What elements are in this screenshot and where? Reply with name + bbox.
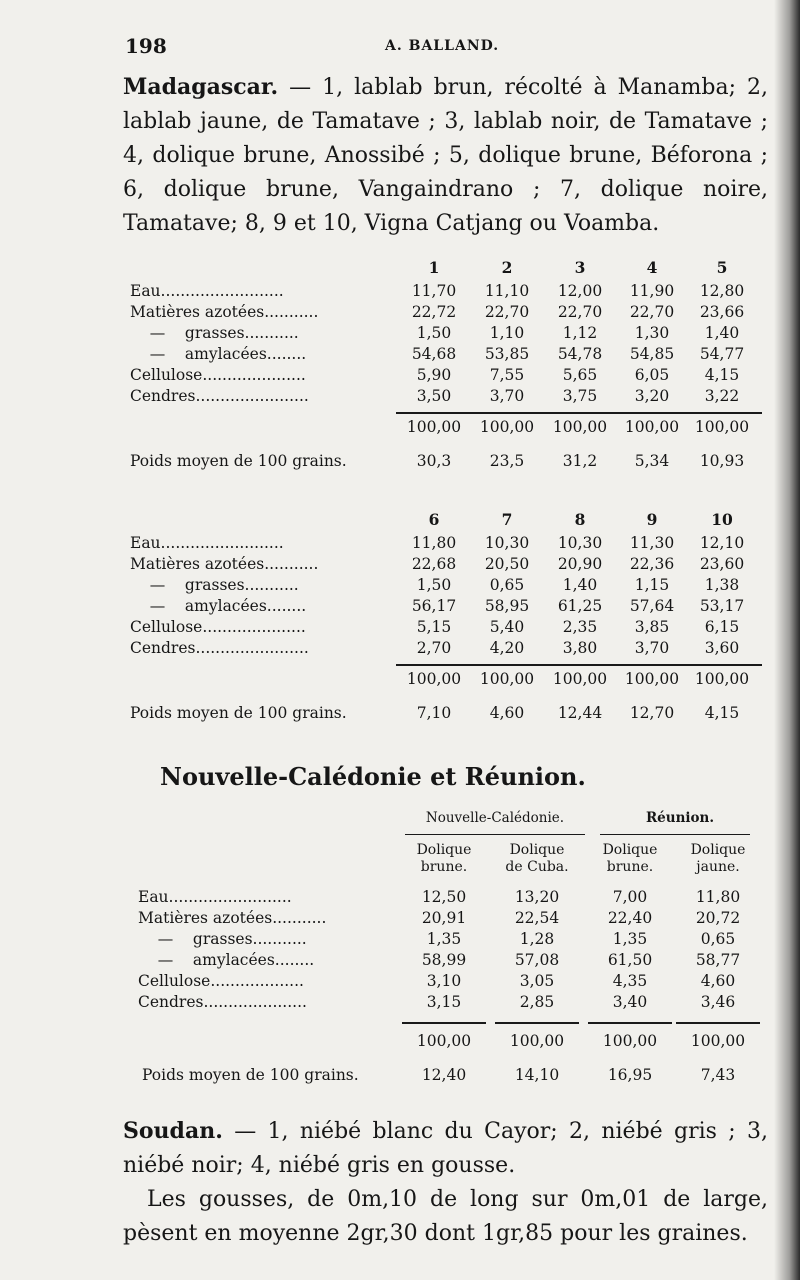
running-head: A. BALLAND. <box>385 38 500 54</box>
page-edge-shadow <box>774 0 800 1280</box>
table-cell: 20,50 <box>484 555 530 573</box>
table-cell: 1,12 <box>562 324 598 342</box>
column-header: 7 <box>501 510 513 529</box>
table-cell: 10,30 <box>484 534 530 552</box>
column-header-line: jaune. <box>696 859 740 875</box>
table-cell: 22,70 <box>484 303 530 321</box>
section-title-nouvelle-caledonie: Nouvelle-Calédonie et Réunion. <box>160 762 586 791</box>
soudan-text-2: Les gousses, de 0m,10 de long sur 0m,01 de large, pèsent en moyenne 2gr,30 dont 1gr,85 pour les graines. <box>123 1187 768 1246</box>
weight-cell: 4,60 <box>489 704 525 722</box>
madagascar-heading: Madagascar. <box>123 74 279 100</box>
table-cell: 58,77 <box>695 951 741 969</box>
table-cell: 7,55 <box>489 366 525 384</box>
table-cell: 1,10 <box>489 324 525 342</box>
column-rule <box>396 412 474 414</box>
column-header <box>492 842 582 876</box>
row-label: Eau......................... <box>130 534 284 552</box>
table-cell: 5,90 <box>416 366 452 384</box>
table-cell: 58,95 <box>484 597 530 615</box>
row-label: Matières azotées........... <box>130 555 319 573</box>
page-number: 198 <box>125 34 167 58</box>
table-cell: 53,85 <box>484 345 530 363</box>
table-cell: 5,65 <box>562 366 598 384</box>
column-header: 8 <box>574 510 586 529</box>
total-cell: 100,00 <box>624 670 680 688</box>
column-rule <box>614 412 692 414</box>
total-cell: 100,00 <box>509 1032 565 1050</box>
row-label: Eau......................... <box>138 888 292 906</box>
weight-cell: 14,10 <box>514 1066 560 1084</box>
row-label: Cellulose................... <box>138 972 304 990</box>
table-cell: 3,20 <box>634 387 670 405</box>
weight-cell: 10,93 <box>699 452 745 470</box>
table-cell: 7,00 <box>612 888 648 906</box>
table-cell: 54,68 <box>411 345 457 363</box>
column-header: 9 <box>646 510 658 529</box>
brace-nouvelle-caledonie <box>405 834 585 835</box>
column-header <box>673 842 763 876</box>
row-label: — grasses........... <box>130 576 299 594</box>
table-cell: 22,40 <box>607 909 653 927</box>
table-cell: 57,08 <box>514 951 560 969</box>
table-cell: 54,77 <box>699 345 745 363</box>
column-rule <box>469 412 547 414</box>
table-cell: 3,85 <box>634 618 670 636</box>
weight-label: Poids moyen de 100 grains. <box>130 452 347 470</box>
column-header-line: Dolique <box>690 842 746 858</box>
table-cell: 57,64 <box>629 597 675 615</box>
table-cell: 20,72 <box>695 909 741 927</box>
column-rule <box>684 664 762 666</box>
weight-cell: 30,3 <box>416 452 452 470</box>
soudan-text: — 1, niébé blanc du Cayor; 2, niébé gris ; 3, niébé noir; 4, niébé gris en gousse. <box>123 1119 768 1178</box>
weight-label: Poids moyen de 100 grains. <box>142 1066 359 1084</box>
table-cell: 23,60 <box>699 555 745 573</box>
table-cell: 5,40 <box>489 618 525 636</box>
table-cell: 3,10 <box>426 972 462 990</box>
row-label: Cellulose..................... <box>130 366 306 384</box>
column-rule <box>396 664 474 666</box>
table-cell: 13,20 <box>514 888 560 906</box>
column-header: 10 <box>711 510 733 529</box>
table-cell: 3,05 <box>519 972 555 990</box>
table-cell: 58,99 <box>421 951 467 969</box>
column-header-line: Dolique <box>602 842 658 858</box>
table-cell: 12,00 <box>557 282 603 300</box>
table-cell: 22,36 <box>629 555 675 573</box>
total-cell: 100,00 <box>406 418 462 436</box>
table-cell: 23,66 <box>699 303 745 321</box>
table-cell: 6,05 <box>634 366 670 384</box>
table-cell: 22,68 <box>411 555 457 573</box>
table-cell: 11,80 <box>411 534 457 552</box>
weight-cell: 12,44 <box>557 704 603 722</box>
weight-label: Poids moyen de 100 grains. <box>130 704 347 722</box>
table-cell: 54,85 <box>629 345 675 363</box>
total-cell: 100,00 <box>552 418 608 436</box>
table-cell: 5,15 <box>416 618 452 636</box>
table-cell: 4,15 <box>704 366 740 384</box>
row-label: — amylacées........ <box>138 951 315 969</box>
table-cell: 3,60 <box>704 639 740 657</box>
row-label: — amylacées........ <box>130 345 307 363</box>
column-rule <box>469 664 547 666</box>
total-cell: 100,00 <box>690 1032 746 1050</box>
column-rule <box>614 664 692 666</box>
table-cell: 61,25 <box>557 597 603 615</box>
soudan-paragraph <box>123 1114 768 1251</box>
table-cell: 2,35 <box>562 618 598 636</box>
table-cell: 20,90 <box>557 555 603 573</box>
brace-reunion <box>600 834 750 835</box>
table-cell: 22,54 <box>514 909 560 927</box>
table-cell: 10,30 <box>557 534 603 552</box>
column-header: 1 <box>428 258 440 277</box>
weight-cell: 7,10 <box>416 704 452 722</box>
column-header-line: Dolique <box>416 842 472 858</box>
table-cell: 0,65 <box>489 576 525 594</box>
column-rule <box>402 1022 486 1024</box>
total-cell: 100,00 <box>406 670 462 688</box>
weight-cell: 12,70 <box>629 704 675 722</box>
total-cell: 100,00 <box>694 670 750 688</box>
total-cell: 100,00 <box>694 418 750 436</box>
column-header: 4 <box>646 258 658 277</box>
column-header-line: Dolique <box>509 842 565 858</box>
table-cell: 2,85 <box>519 993 555 1011</box>
weight-cell: 7,43 <box>700 1066 736 1084</box>
table-cell: 3,70 <box>489 387 525 405</box>
table-cell: 1,15 <box>634 576 670 594</box>
table-cell: 4,35 <box>612 972 648 990</box>
column-header: 2 <box>501 258 513 277</box>
page-header <box>125 34 765 62</box>
table-cell: 54,78 <box>557 345 603 363</box>
row-label: — grasses........... <box>138 930 307 948</box>
table-cell: 1,40 <box>562 576 598 594</box>
column-rule <box>495 1022 579 1024</box>
row-label: Cendres..................... <box>138 993 307 1011</box>
column-rule <box>588 1022 672 1024</box>
column-header-line: brune. <box>606 859 654 875</box>
table-cell: 11,90 <box>629 282 675 300</box>
table-cell: 20,91 <box>421 909 467 927</box>
column-rule <box>542 412 620 414</box>
table-cell: 1,50 <box>416 324 452 342</box>
table-cell: 3,22 <box>704 387 740 405</box>
total-cell: 100,00 <box>624 418 680 436</box>
table-cell: 1,28 <box>519 930 555 948</box>
table-cell: 11,80 <box>695 888 741 906</box>
madagascar-paragraph <box>123 70 768 241</box>
row-label: Matières azotées........... <box>130 303 319 321</box>
table-cell: 0,65 <box>700 930 736 948</box>
total-cell: 100,00 <box>416 1032 472 1050</box>
table-cell: 3,40 <box>612 993 648 1011</box>
column-header: 5 <box>716 258 728 277</box>
table-cell: 11,30 <box>629 534 675 552</box>
table-cell: 12,10 <box>699 534 745 552</box>
table-cell: 3,75 <box>562 387 598 405</box>
table-cell: 6,15 <box>704 618 740 636</box>
column-header-line: de Cuba. <box>505 859 569 875</box>
table-cell: 1,30 <box>634 324 670 342</box>
group-head-reunion: Réunion. <box>645 810 715 826</box>
table-cell: 1,38 <box>704 576 740 594</box>
weight-cell: 31,2 <box>562 452 598 470</box>
row-label: — grasses........... <box>130 324 299 342</box>
row-label: Eau......................... <box>130 282 284 300</box>
total-cell: 100,00 <box>479 670 535 688</box>
table-cell: 3,46 <box>700 993 736 1011</box>
table-cell: 4,60 <box>700 972 736 990</box>
table-cell: 3,15 <box>426 993 462 1011</box>
table-cell: 12,80 <box>699 282 745 300</box>
weight-cell: 5,34 <box>634 452 670 470</box>
column-rule <box>684 412 762 414</box>
table-cell: 4,20 <box>489 639 525 657</box>
table-cell: 3,70 <box>634 639 670 657</box>
table-cell: 3,50 <box>416 387 452 405</box>
group-head-nouvelle-caledonie: Nouvelle-Calédonie. <box>425 810 565 826</box>
total-cell: 100,00 <box>479 418 535 436</box>
column-header <box>585 842 675 876</box>
table-cell: 22,70 <box>629 303 675 321</box>
column-rule <box>542 664 620 666</box>
row-label: — amylacées........ <box>130 597 307 615</box>
weight-cell: 16,95 <box>607 1066 653 1084</box>
table-cell: 22,72 <box>411 303 457 321</box>
row-label: Matières azotées........... <box>138 909 327 927</box>
soudan-heading: Soudan. <box>123 1118 223 1144</box>
table-cell: 22,70 <box>557 303 603 321</box>
column-header-line: brune. <box>420 859 468 875</box>
table-cell: 53,17 <box>699 597 745 615</box>
table-cell: 12,50 <box>421 888 467 906</box>
table-cell: 2,70 <box>416 639 452 657</box>
table-cell: 61,50 <box>607 951 653 969</box>
weight-cell: 23,5 <box>489 452 525 470</box>
table-cell: 11,70 <box>411 282 457 300</box>
column-rule <box>676 1022 760 1024</box>
table-cell: 11,10 <box>484 282 530 300</box>
row-label: Cendres....................... <box>130 387 309 405</box>
total-cell: 100,00 <box>602 1032 658 1050</box>
table-cell: 1,50 <box>416 576 452 594</box>
table-cell: 1,40 <box>704 324 740 342</box>
column-header: 3 <box>574 258 586 277</box>
table-cell: 1,35 <box>612 930 648 948</box>
table-cell: 3,80 <box>562 639 598 657</box>
table-cell: 1,35 <box>426 930 462 948</box>
row-label: Cendres....................... <box>130 639 309 657</box>
madagascar-text: — 1, lablab brun, récolté à Manamba; 2, lablab jaune, de Tamatave ; 3, lablab noir, de Tamatave ; 4, dolique brune, Anossibé ; 5, dolique brune, Béforona ; 6, dolique brune, Vangaindrano ; 7, dolique noire, Tamatave; 8, 9 et 10, Vigna Catjang ou Voamba. <box>123 75 768 236</box>
column-header: 6 <box>428 510 440 529</box>
table-cell: 56,17 <box>411 597 457 615</box>
weight-cell: 4,15 <box>704 704 740 722</box>
column-header <box>399 842 489 876</box>
total-cell: 100,00 <box>552 670 608 688</box>
row-label: Cellulose..................... <box>130 618 306 636</box>
weight-cell: 12,40 <box>421 1066 467 1084</box>
